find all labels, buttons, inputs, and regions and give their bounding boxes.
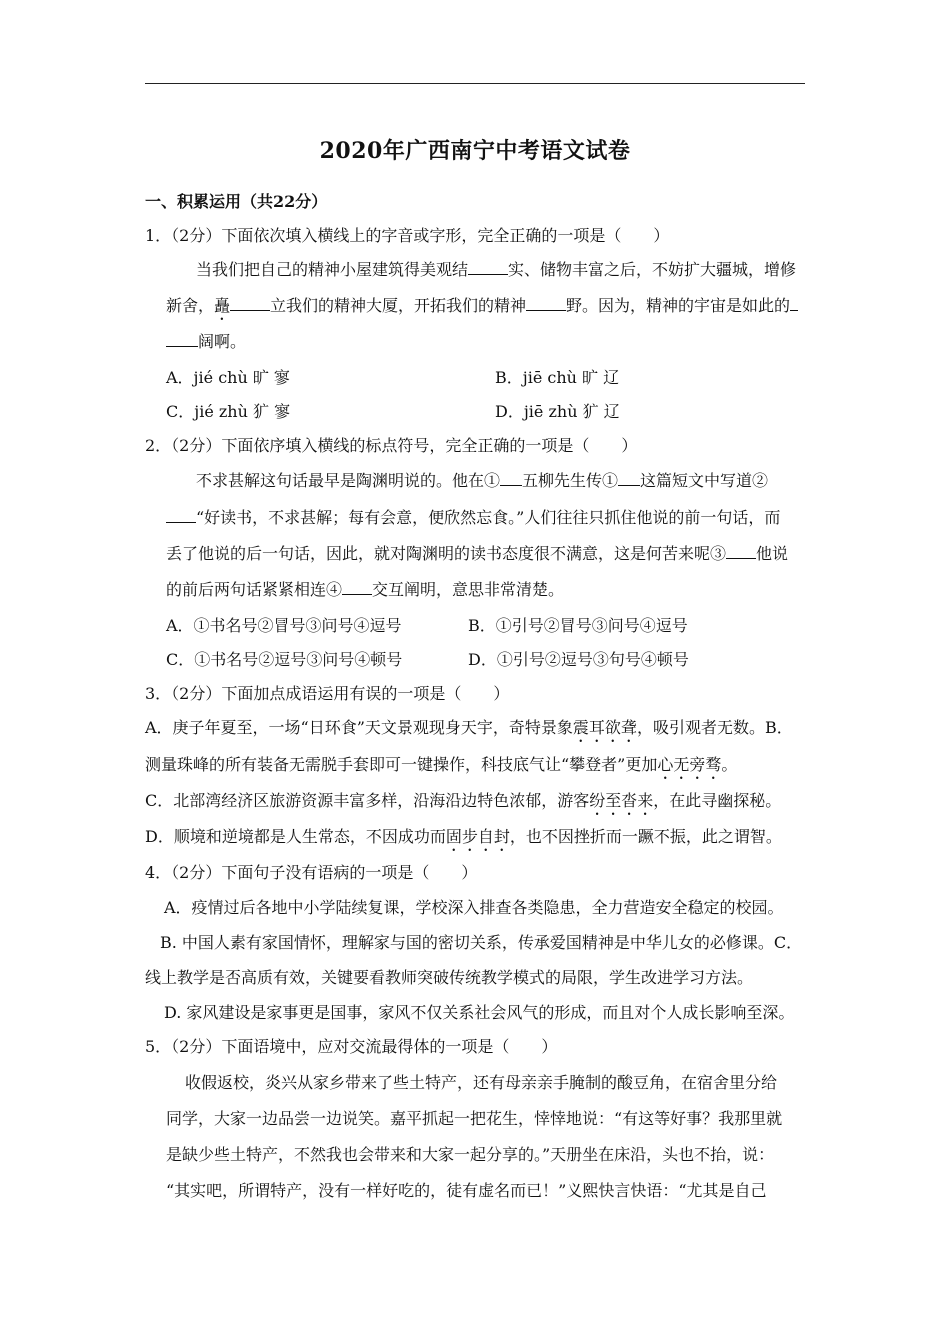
q2-option-d: D．①引号②逗号③句号④顿号	[468, 650, 689, 669]
header-rule	[145, 83, 805, 84]
q2-passage-line1: 不求甚解这句话最早是陶渊明说的。他在① 五柳先生传① 这篇短文中写道②	[196, 471, 769, 490]
q2-option-b: B．①引号②冒号③问号④逗号	[468, 616, 688, 635]
blank	[166, 332, 198, 347]
section-heading: 一、积累运用（共22分）	[145, 192, 328, 211]
blank	[500, 471, 522, 486]
blank	[342, 580, 372, 595]
blank	[166, 508, 196, 523]
q3-stem: 3．（2分）下面加点成语运用有误的一项是（ ）	[145, 684, 510, 703]
blank	[726, 544, 756, 559]
q5-passage-line4: “其实吧，所谓特产，没有一样好吃的，徒有虚名而已！”义熙快言快语：“尤其是自己	[166, 1181, 767, 1200]
q3-line2: 测量珠峰的所有装备无需脱手套即可一键操作，科技底气让“攀登者”更加心无旁骛。	[145, 755, 738, 774]
blank	[790, 296, 798, 311]
q5-passage-line3: 是缺少些土特产，不然我也会带来和大家一起分享的。”天册坐在床沿，头也不抬，说：	[166, 1145, 775, 1164]
q3-line4: D．顺境和逆境都是人生常态，不因成功而固步自封，也不因挫折而一蹶不振，此之谓智。	[145, 827, 782, 846]
q1-passage-line2: 新舍，矗 立我们的精神大厦，开拓我们的精神 野。因为，精神的宇宙是如此的	[166, 296, 798, 324]
q2-option-c: C．①书名号②逗号③问号④顿号	[166, 650, 403, 669]
q2-passage-line3: 丢了他说的后一句话，因此，就对陶渊明的读书态度很不满意，这是何苦来呢③ 他说	[166, 544, 789, 563]
blank	[468, 260, 508, 275]
q1-option-b: B．jiē chù 旷 辽	[495, 368, 620, 387]
q5-passage-line2: 同学，大家一边品尝一边说笑。嘉平抓起一把花生，悻悻地说：“有这等好事？我那里就	[166, 1109, 783, 1128]
q5-passage-line1: 收假返校，炎兴从家乡带来了些土特产，还有母亲亲手腌制的酸豆角，在宿舍里分给	[185, 1073, 778, 1092]
blank	[618, 471, 640, 486]
q2-passage-line4: 的前后两句话紧紧相连④ 交互阐明，意思非常清楚。	[166, 580, 565, 599]
q2-option-a: A．①书名号②冒号③问号④逗号	[166, 616, 402, 635]
q2-stem: 2．（2分）下面依序填入横线的标点符号，完全正确的一项是（ ）	[145, 436, 638, 455]
q1-option-d: D．jiē zhù 犷 辽	[495, 402, 620, 421]
q3-line1: A．庚子年夏至，一场“日环食”天文景观现身天宇，奇特景象震耳欲聋，吸引观者无数。B．	[145, 718, 793, 737]
q4-option-d: D. 家风建设是家事更是国事，家风不仅关系社会风气的形成，而且对个人成长影响至深。	[164, 1003, 795, 1022]
q4-option-c: 线上教学是否高质有效，关键要看教师突破传统教学模式的局限，学生改进学习方法。	[145, 968, 754, 987]
q1-passage-line3: 阔啊。	[166, 332, 246, 352]
q4-stem: 4．（2分）下面句子没有语病的一项是（ ）	[145, 863, 478, 882]
q1-passage-line1: 当我们把自己的精神小屋建筑得美观结 实、储物丰富之后，不妨扩大疆城，增修	[196, 260, 797, 279]
q3-line3: C．北部湾经济区旅游资源丰富多样，沿海沿边特色浓郁，游客纷至沓来，在此寻幽探秘。	[145, 791, 782, 810]
q1-option-a: A．jié chù 旷 寥	[166, 368, 290, 387]
q5-stem: 5．（2分）下面语境中，应对交流最得体的一项是（ ）	[145, 1037, 558, 1056]
blank	[526, 296, 566, 311]
q4-option-a: A．疫情过后各地中小学陆续复课，学校深入排查各类隐患，全力营造安全稳定的校园。	[164, 898, 784, 917]
page-title: 2020年广西南宁中考语文试卷	[319, 138, 631, 164]
q1-option-c: C．jié zhù 犷 寥	[166, 402, 291, 421]
blank	[230, 296, 270, 311]
q2-passage-line2: “好读书，不求甚解；每有会意，便欣然忘食。”人们往往只抓住他说的前一句话，而	[166, 508, 780, 528]
q4-option-b: B. 中国人素有家国情怀，理解家与国的密切关系，传承爱国精神是中华儿女的必修课。C．	[160, 933, 803, 952]
q1-stem: 1．（2分）下面依次填入横线上的字音或字形，完全正确的一项是（ ）	[145, 226, 670, 245]
